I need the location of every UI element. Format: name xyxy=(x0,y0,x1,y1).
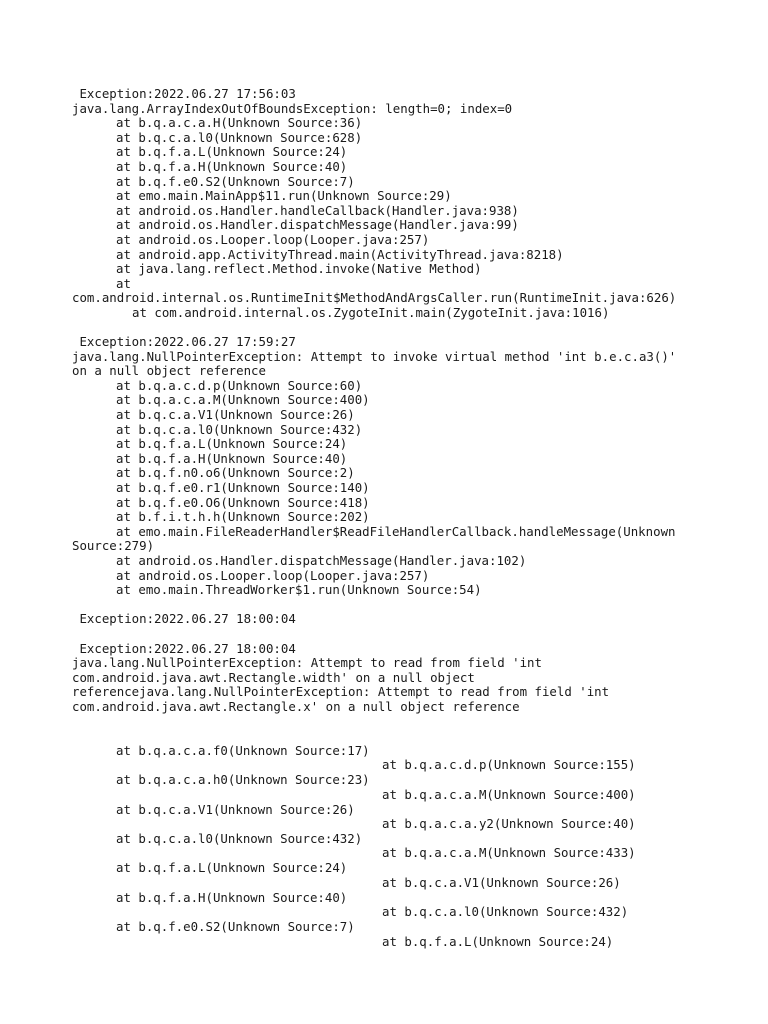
stack-frame: at b.q.f.e0.r1(Unknown Source:140) xyxy=(116,480,370,496)
exception-message: java.lang.ArrayIndexOutOfBoundsException: length=0; index=0 xyxy=(72,100,513,116)
stack-frame: at b.q.f.n0.o6(Unknown Source:2) xyxy=(116,465,355,481)
stack-frame-wrapped: com.android.internal.os.RuntimeInit$MethodAndArgsCaller.run(RuntimeInit.java:626) xyxy=(72,290,677,306)
exception-block-3 xyxy=(72,612,762,627)
stack-frame-right: at b.q.a.c.a.M(Unknown Source:433) xyxy=(382,845,636,861)
exception-header: Exception:2022.06.27 18:00:04 xyxy=(72,611,296,627)
exception-message: com.android.java.awt.Rectangle.width' on a null object xyxy=(72,669,475,685)
stack-frame: at b.q.a.c.a.H(Unknown Source:36) xyxy=(116,115,363,131)
exception-message: java.lang.NullPointerException: Attempt to read from field 'int xyxy=(72,655,542,671)
stack-frame: at b.q.f.a.L(Unknown Source:24) xyxy=(116,436,348,452)
stack-frame: at b.q.c.a.V1(Unknown Source:26) xyxy=(116,407,355,423)
stack-frame: at b.q.c.a.l0(Unknown Source:432) xyxy=(116,421,363,437)
stack-frame: at android.os.Looper.loop(Looper.java:257) xyxy=(116,231,430,247)
stack-frame: at b.q.f.e0.S2(Unknown Source:7) xyxy=(116,173,355,189)
stack-frame-left: at b.q.c.a.V1(Unknown Source:26) xyxy=(116,801,355,817)
stack-frame: at com.android.internal.os.ZygoteInit.main(ZygoteInit.java:1016) xyxy=(132,304,610,320)
stack-frame: at b.f.i.t.h.h(Unknown Source:202) xyxy=(116,509,370,525)
stack-frame: at b.q.c.a.l0(Unknown Source:628) xyxy=(116,129,363,145)
stack-frame-right: at b.q.a.c.a.M(Unknown Source:400) xyxy=(382,786,636,802)
stack-frame: at android.os.Handler.dispatchMessage(Handler.java:99) xyxy=(116,217,519,233)
stack-frame: at android.os.Looper.loop(Looper.java:257) xyxy=(116,567,430,583)
stack-frame: at android.os.Handler.dispatchMessage(Handler.java:102) xyxy=(116,553,527,568)
stack-frame: at b.q.a.c.a.M(Unknown Source:400) xyxy=(116,392,370,408)
stack-frame: at android.os.Handler.handleCallback(Handler.java:938) xyxy=(116,202,519,218)
stack-frame-right: at b.q.a.c.a.y2(Unknown Source:40) xyxy=(382,816,636,832)
stack-frame: at b.q.a.c.d.p(Unknown Source:60) xyxy=(116,377,363,393)
stack-frame: at android.app.ActivityThread.main(ActivityThread.java:8218) xyxy=(116,246,564,262)
stack-frame-left: at b.q.c.a.l0(Unknown Source:432) xyxy=(116,830,363,846)
exception-message: java.lang.NullPointerException: Attempt to invoke virtual method 'int b.e.c.a3()' xyxy=(72,348,677,364)
stack-frame-row xyxy=(72,729,762,773)
stack-frame-left: at b.q.f.a.H(Unknown Source:40) xyxy=(116,889,348,905)
stack-frame-right: at b.q.c.a.l0(Unknown Source:432) xyxy=(382,904,629,920)
stack-frame-right: at b.q.a.c.d.p(Unknown Source:155) xyxy=(382,757,636,773)
stack-frame: at b.q.f.a.H(Unknown Source:40) xyxy=(116,158,348,174)
stack-frame-left: at b.q.f.e0.S2(Unknown Source:7) xyxy=(116,919,355,935)
exception-header: Exception:2022.06.27 18:00:04 xyxy=(72,640,296,656)
exception-block-4 xyxy=(72,640,762,949)
stack-frame: at emo.main.MainApp$11.run(Unknown Source:29) xyxy=(116,188,452,204)
stack-frame: at java.lang.reflect.Method.invoke(Native Method) xyxy=(116,261,482,277)
stack-frame-left: at b.q.f.a.L(Unknown Source:24) xyxy=(116,860,348,876)
stack-frame-wrapped: Source:279) xyxy=(72,538,155,554)
exception-header: Exception:2022.06.27 17:59:27 xyxy=(72,334,296,350)
log-document xyxy=(72,86,762,949)
stack-frame: at b.q.f.a.H(Unknown Source:40) xyxy=(116,450,348,466)
stack-frame: at b.q.f.e0.O6(Unknown Source:418) xyxy=(116,494,370,510)
exception-block-1 xyxy=(72,87,762,321)
exception-block-2 xyxy=(72,335,762,598)
stack-frame-left: at b.q.a.c.a.h0(Unknown Source:23) xyxy=(116,772,370,788)
stack-frame: at emo.main.ThreadWorker$1.run(Unknown Source:54) xyxy=(116,582,482,598)
exception-header: Exception:2022.06.27 17:56:03 xyxy=(72,86,296,101)
stack-frame: at b.q.f.a.L(Unknown Source:24) xyxy=(116,144,348,160)
stack-frame-left: at b.q.a.c.a.f0(Unknown Source:17) xyxy=(116,742,370,758)
stack-frame-row xyxy=(72,817,762,861)
exception-message: on a null object reference xyxy=(72,363,266,379)
stack-frame-row xyxy=(72,847,762,890)
stack-frame-row xyxy=(72,905,762,949)
exception-message: com.android.java.awt.Rectangle.x' on a null object reference xyxy=(72,698,520,714)
exception-message: referencejava.lang.NullPointerException: Attempt to read from field 'int xyxy=(72,684,610,700)
stack-frame-row xyxy=(72,876,762,920)
stack-frame-row xyxy=(72,788,762,832)
stack-frame: at emo.main.FileReaderHandler$ReadFileHandlerCallback.handleMessage(Unknown xyxy=(116,523,676,539)
stack-frame-right: at b.q.f.a.L(Unknown Source:24) xyxy=(382,933,614,949)
stack-frame-row xyxy=(72,759,762,802)
stack-frame: at xyxy=(116,275,131,291)
stack-frame-right: at b.q.c.a.V1(Unknown Source:26) xyxy=(382,874,621,890)
